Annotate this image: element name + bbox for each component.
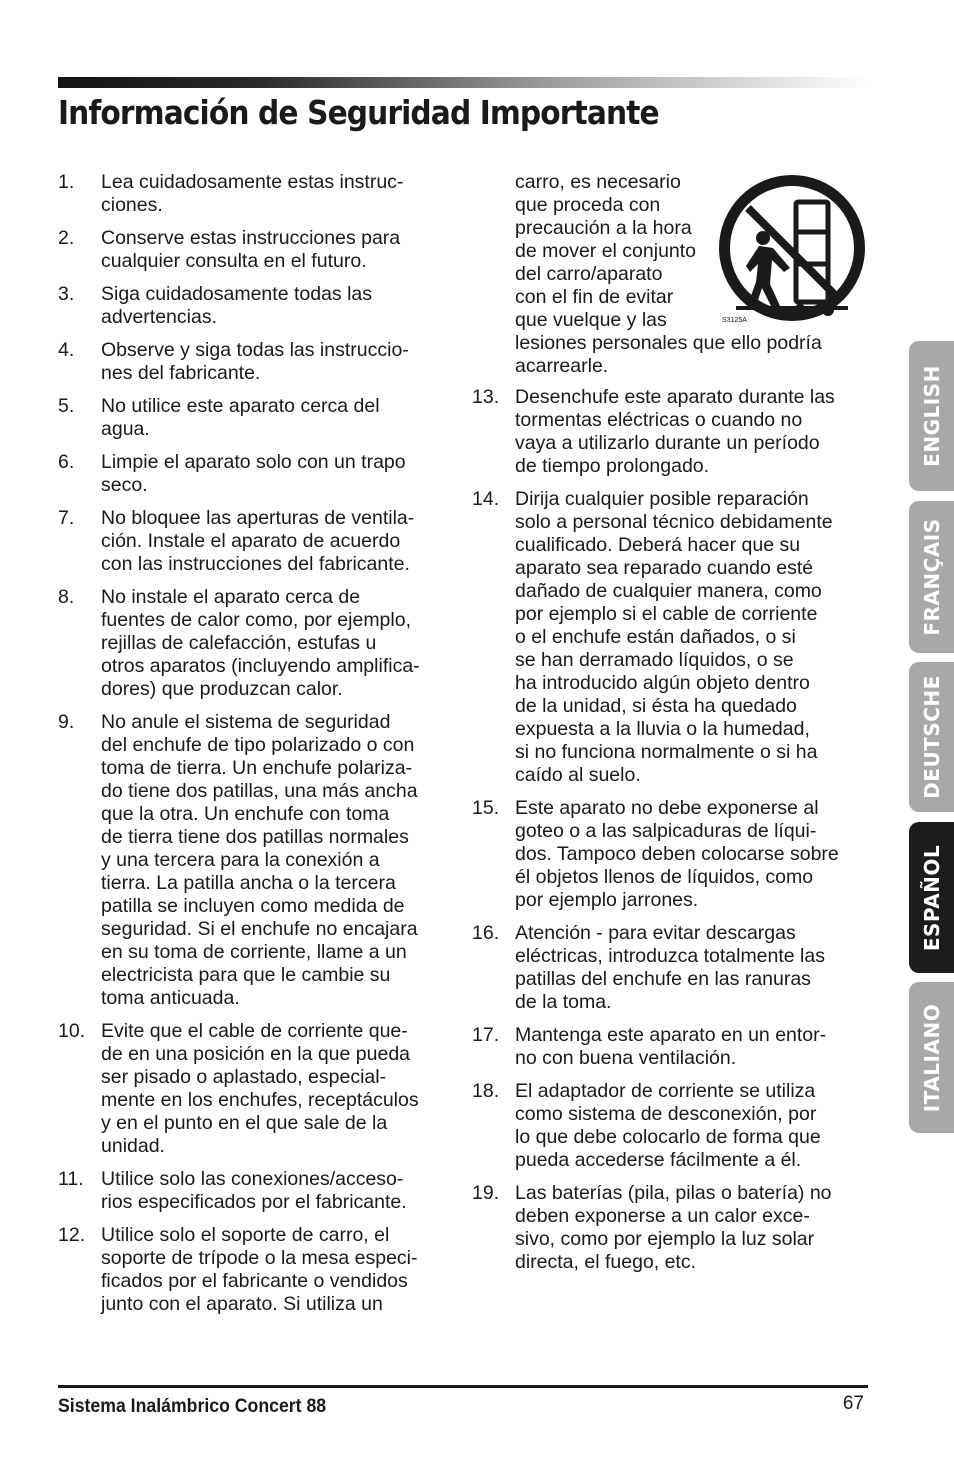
list-item bbox=[58, 227, 458, 273]
item-number: 1. bbox=[58, 171, 75, 193]
item-number: 16. bbox=[472, 922, 500, 944]
item-number: 10. bbox=[58, 1020, 86, 1042]
list-item bbox=[472, 1024, 872, 1070]
item-text: Dirija cualquier posible reparación solo a personal técnico debidamente cualificado. Deberá hacer que su aparato sea reparado cuando esté dañado de cualquier manera, como por ejemplo si el cable de corriente o el enchufe están dañados, o si se han derramado líquidos, o se ha introducido algún objeto dentro de la unidad, si ésta ha quedado expuesta a la lluvia o la humedad, si no funciona normalmente o si ha caído al suelo. bbox=[515, 488, 833, 786]
item-text: Conserve estas instrucciones para cualquier consulta en el futuro. bbox=[101, 227, 401, 272]
item-text: Siga cuidadosamente todas las advertencias. bbox=[101, 283, 373, 328]
item-number: 12. bbox=[58, 1224, 86, 1246]
tab-deutsche[interactable] bbox=[909, 662, 954, 812]
list-item bbox=[58, 507, 458, 576]
list-item bbox=[58, 1224, 458, 1316]
item-text: Evite que el cable de corriente que- de en una posición en la que pueda ser pisado o aplastado, especial- mente en los enchufes, receptáculos y en el punto en el que sale de la unidad. bbox=[101, 1020, 419, 1157]
item-text: Limpie el aparato solo con un trapo seco. bbox=[101, 451, 406, 496]
item-number: 8. bbox=[58, 586, 75, 608]
tab-label: ESPAÑOL bbox=[919, 844, 944, 951]
item-number: 7. bbox=[58, 507, 75, 529]
item-text: Lea cuidadosamente estas instruc- ciones. bbox=[101, 171, 404, 216]
list-item bbox=[58, 339, 458, 385]
list-item bbox=[472, 922, 872, 1014]
item-number: 5. bbox=[58, 395, 75, 417]
header-rule bbox=[58, 77, 868, 88]
tab-label: FRANÇAIS bbox=[919, 518, 944, 636]
list-item bbox=[472, 797, 872, 912]
item-number: 18. bbox=[472, 1080, 500, 1102]
item-number: 6. bbox=[58, 451, 75, 473]
item-text-wrapped: carro, es necesario que proceda con precaución a la hora de mover el conjunto del carro/aparato con el fin de evitar que vuelque y las bbox=[515, 171, 697, 331]
item-number: 19. bbox=[472, 1182, 500, 1204]
list-item bbox=[58, 451, 458, 497]
item-number: 4. bbox=[58, 339, 75, 361]
cart-icon-code: S3125A bbox=[722, 317, 747, 324]
item-text: No utilice este aparato cerca del agua. bbox=[101, 395, 380, 440]
item-number: 14. bbox=[472, 488, 500, 510]
item-text: Las baterías (pila, pilas o batería) no deben exponerse a un calor exce- sivo, como por ejemplo la luz solar directa, el fuego, etc. bbox=[515, 1182, 832, 1273]
list-item bbox=[58, 395, 458, 441]
item-number: 2. bbox=[58, 227, 75, 249]
item-text: No instale el aparato cerca de fuentes de calor como, por ejemplo, rejillas de calefacción, estufas u otros aparatos (incluyendo amplifica- dores) que produzcan calor. bbox=[101, 586, 420, 700]
item-number: 15. bbox=[472, 797, 500, 819]
list-item bbox=[472, 1182, 872, 1274]
tab-label: ITALIANO bbox=[919, 1003, 944, 1112]
item-text: lesiones personales que ello podría acarrearle. bbox=[515, 332, 822, 377]
tab-italiano[interactable] bbox=[909, 982, 954, 1133]
item-number: 3. bbox=[58, 283, 75, 305]
list-item bbox=[58, 171, 458, 217]
tab-label: DEUTSCHE bbox=[919, 675, 944, 799]
tab-english[interactable] bbox=[909, 341, 954, 491]
item-number: 9. bbox=[58, 711, 75, 733]
cart-tip-over-warning-icon bbox=[716, 172, 868, 324]
item-number: 13. bbox=[472, 386, 500, 408]
item-text: El adaptador de corriente se utiliza como sistema de desconexión, por lo que debe colocarlo de forma que pueda accederse fácilmente a él. bbox=[515, 1080, 821, 1171]
list-item bbox=[58, 711, 458, 1010]
list-item bbox=[58, 283, 458, 329]
list-item bbox=[472, 1080, 872, 1172]
item-text: Atención - para evitar descargas eléctricas, introduzca totalmente las patillas del enchufe en las ranuras de la toma. bbox=[515, 922, 825, 1013]
tab-francais[interactable] bbox=[909, 501, 954, 653]
page-title: Información de Seguridad Importante bbox=[58, 93, 659, 132]
item-text: Mantenga este aparato en un entor- no con buena ventilación. bbox=[515, 1024, 827, 1069]
safety-list-right bbox=[472, 386, 872, 1284]
footer-product-name: Sistema Inalámbrico Concert 88 bbox=[58, 1396, 327, 1417]
item-text: Utilice solo las conexiones/acceso- rios especificados por el fabricante. bbox=[101, 1168, 407, 1213]
item-number: 11. bbox=[58, 1168, 84, 1190]
tab-espanol[interactable] bbox=[909, 822, 954, 973]
item-text: Desenchufe este aparato durante las tormentas eléctricas o cuando no vaya a utilizarlo durante un período de tiempo prolongado. bbox=[515, 386, 835, 477]
list-item bbox=[58, 1168, 458, 1214]
tab-label: ENGLISH bbox=[919, 365, 944, 467]
safety-list-left bbox=[58, 171, 458, 1316]
footer-rule bbox=[58, 1385, 868, 1388]
list-item bbox=[58, 586, 458, 701]
list-item bbox=[472, 386, 872, 478]
item-text: No bloquee las aperturas de ventila- ción. Instale el aparato de acuerdo con las instrucciones del fabricante. bbox=[101, 507, 415, 575]
item-text: Este aparato no debe exponerse al goteo o a las salpicaduras de líqui- dos. Tampoco deben colocarse sobre él objetos llenos de líquidos, como por ejemplo jarrones. bbox=[515, 797, 839, 911]
list-item bbox=[472, 488, 872, 787]
page-number: 67 bbox=[842, 1393, 864, 1414]
item-number: 17. bbox=[472, 1024, 500, 1046]
item-text: Observe y siga todas las instruccio- nes del fabricante. bbox=[101, 339, 409, 384]
item-text: Utilice solo el soporte de carro, el soporte de trípode o la mesa especi- ficados por el fabricante o vendidos junto con el aparato. Si utiliza un bbox=[101, 1224, 418, 1315]
list-item bbox=[58, 1020, 458, 1158]
item-text: No anule el sistema de seguridad del enchufe de tipo polarizado o con toma de tierra. Un enchufe polariza- do tiene dos patillas, una más ancha que la otra. Un enchufe con toma de tierra tiene dos patillas normales y una tercera para la conexión a tierra. La patilla ancha o la tercera patilla se incluyen como medida de seguridad. Si el enchufe no encajara en su toma de corriente, llame a un electricista para que le cambie su toma anticuada. bbox=[101, 711, 418, 1009]
